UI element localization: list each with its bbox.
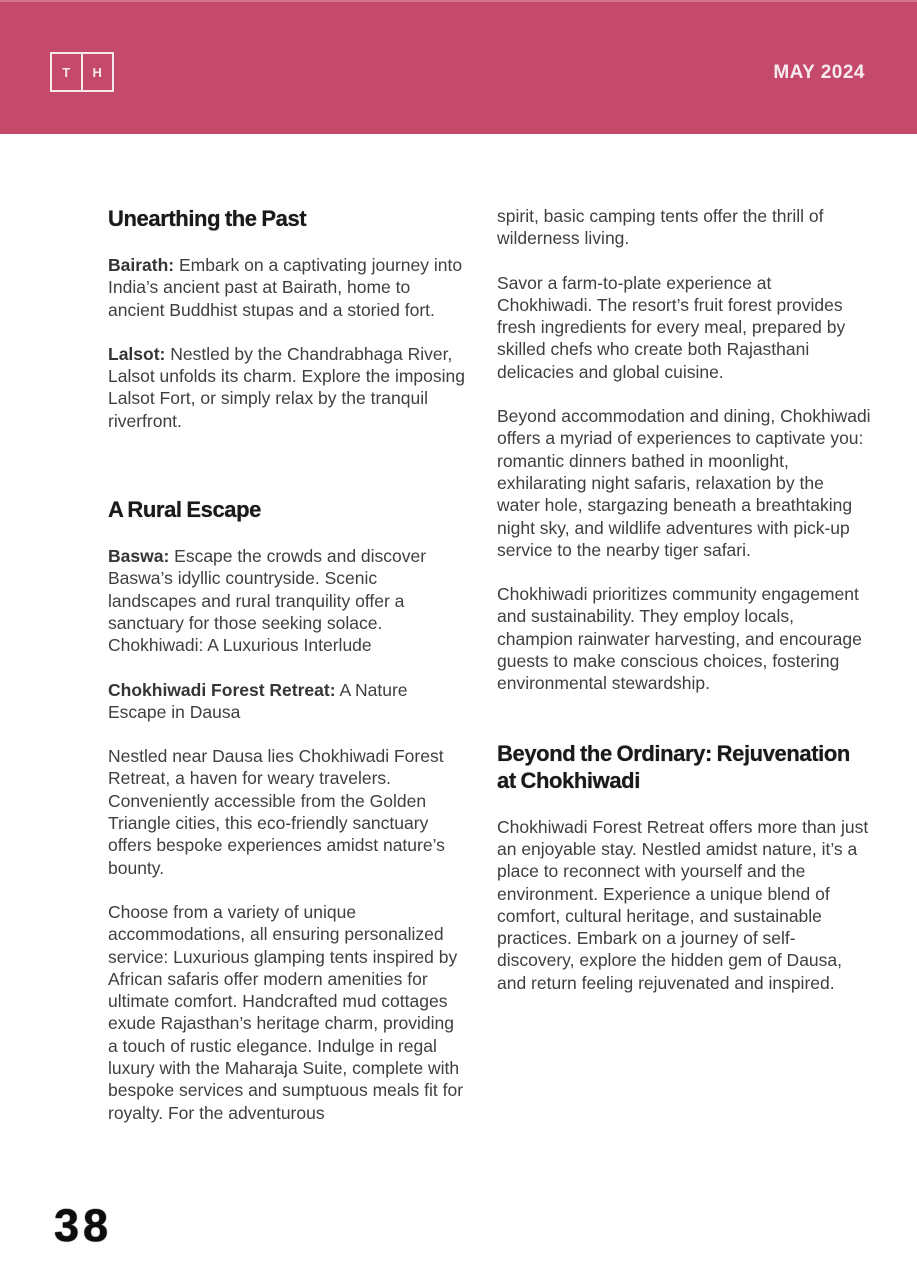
left-column <box>108 205 466 1146</box>
issue-date: MAY 2024 <box>773 62 865 83</box>
header-bar <box>0 0 917 134</box>
paragraph-nestled-near-dausa: Nestled near Dausa lies Chokhiwadi Forest Retreat, a haven for weary travelers. Conveniently accessible from the Golden Triangle cities, this eco-friendly sanctuary offers bespoke experiences amidst nature’s bounty. <box>108 746 445 878</box>
paragraph-experiences: Beyond accommodation and dining, Chokhiwadi offers a myriad of experiences to captivate you: romantic dinners bathed in moonlight, exhilarating night safaris, relaxation by the water hole, stargazing beneath a breathtaking night sky, and wildlife adventures with pick-up service to the nearby tiger safari. <box>497 406 871 560</box>
section-heading-unearthing-the-past: Unearthing the Past <box>108 206 307 231</box>
paragraph-lead: Chokhiwadi Forest Retreat: <box>108 679 336 700</box>
paragraph-lead: Lalsot: <box>108 343 166 364</box>
logo-letter-t: T <box>52 54 83 90</box>
paragraph-lalsot <box>108 343 466 432</box>
page-number: 38 <box>54 1200 113 1251</box>
paragraph-lead: Bairath: <box>108 255 175 275</box>
paragraph-baswa <box>108 545 466 656</box>
paragraph-bairath <box>108 254 466 321</box>
paragraph-accommodations: Choose from a variety of unique accommodations, all ensuring personalized service: Luxurious glamping tents inspired by African safaris offer modern amenities for ultimate comfort. Handcrafted mud cottages exude Rajasthan’s heritage charm, providing a touch of rustic elegance. Indulge in regal luxury with the Maharaja Suite, complete with bespoke services and sumptuous meals fit for royalty. For the adventurous <box>108 901 464 1123</box>
logo-letter-h: H <box>92 64 103 80</box>
section-heading-beyond-the-ordinary: Beyond the Ordinary: Rejuvenation at Chokhiwadi <box>497 740 850 793</box>
paragraph-lead: Baswa: <box>108 546 170 567</box>
paragraph-wilderness-living: spirit, basic camping tents offer the thrill of wilderness living. <box>497 206 824 249</box>
paragraph-text: Escape the crowds and discover Baswa’s idyllic countryside. Scenic landscapes and rural tranquility offer a sanctuary for those seeking solace. Chokhiwadi: A Luxurious Interlude <box>108 546 427 656</box>
paragraph-farm-to-plate: Savor a farm-to-plate experience at Chokhiwadi. The resort’s fruit forest provides fresh ingredients for every meal, prepared by skilled chefs who create both Rajasthani delicacies and global cuisine. <box>497 272 846 382</box>
paragraph-sustainability: Chokhiwadi prioritizes community engagement and sustainability. They employ locals, champion rainwater harvesting, and encourage guests to make conscious choices, fostering environmental stewardship. <box>497 584 862 694</box>
paragraph-text: Nestled by the Chandrabhaga River, Lalsot unfolds its charm. Explore the imposing Lalsot Fort, or simply relax by the tranquil riverfront. <box>108 343 465 431</box>
right-column <box>497 205 871 1016</box>
paragraph-rejuvenation: Chokhiwadi Forest Retreat offers more than just an enjoyable stay. Nestled amidst nature, it’s a place to reconnect with yourself and the environment. Experience a unique blend of comfort, cultural heritage, and sustainable practices. Embark on a journey of self-discovery, explore the hidden gem of Dausa, and return feeling rejuvenated and inspired. <box>497 816 869 993</box>
paragraph-text: Embark on a captivating journey into India’s ancient past at Bairath, home to ancient Buddhist stupas and a storied fort. <box>108 255 463 320</box>
paragraph-text: A Nature Escape in Dausa <box>108 679 408 722</box>
paragraph-chokhiwadi-forest-retreat <box>108 679 466 724</box>
th-logo <box>50 52 114 92</box>
section-heading-a-rural-escape: A Rural Escape <box>108 497 261 523</box>
